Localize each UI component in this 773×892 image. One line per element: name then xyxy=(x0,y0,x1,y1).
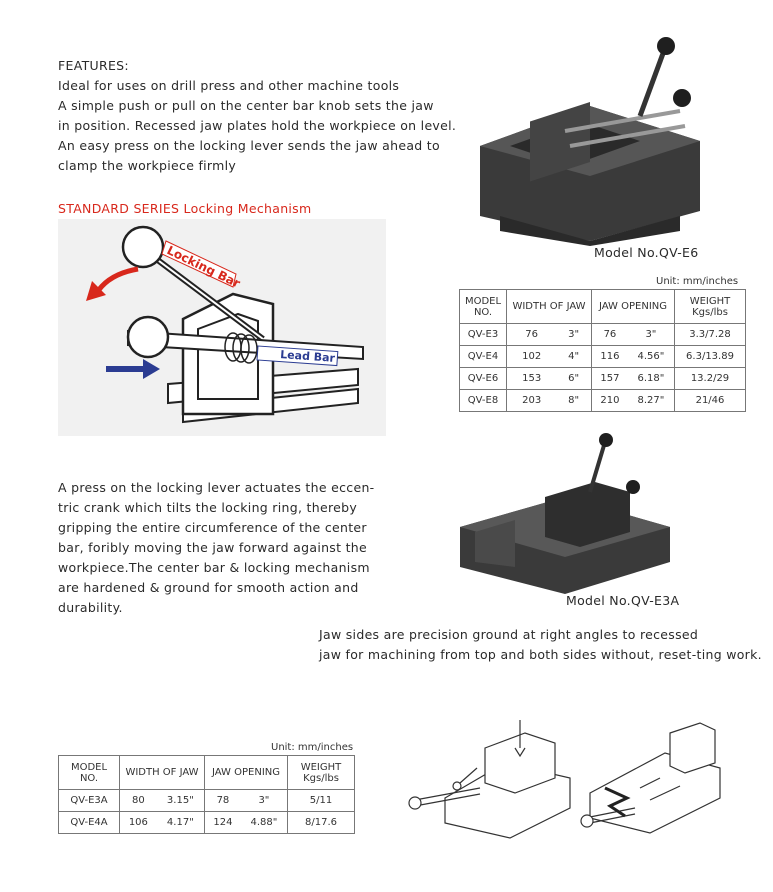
model-e6-caption: Model No.QV-E6 xyxy=(594,245,699,260)
press-description xyxy=(58,478,374,618)
header-width: WIDTH OF JAW xyxy=(120,756,205,790)
mechanism-diagram xyxy=(58,219,386,436)
cell-width-in: 4.17" xyxy=(157,812,205,834)
table-header-row xyxy=(460,290,746,324)
cell-width-mm: 102 xyxy=(507,346,557,368)
cell-width-mm: 203 xyxy=(507,390,557,412)
header-model: MODEL NO. xyxy=(59,756,120,790)
cell-width-mm: 76 xyxy=(507,324,557,346)
model-e3a-caption: Model No.QV-E3A xyxy=(566,593,680,608)
features-line: clamp the workpiece firmly xyxy=(58,158,237,173)
table-row xyxy=(59,812,355,834)
cell-open-in: 6.18" xyxy=(628,368,675,390)
jaw-line: jaw for machining from top and both sides without, reset-ting work. xyxy=(319,647,762,662)
cell-open-mm: 116 xyxy=(592,346,628,368)
features-line: A simple push or pull on the center bar knob sets the jaw xyxy=(58,98,434,113)
cell-open-mm: 76 xyxy=(592,324,628,346)
table2-unit: Unit: mm/inches xyxy=(271,742,354,753)
cell-open-mm: 157 xyxy=(592,368,628,390)
cell-weight: 6.3/13.89 xyxy=(675,346,746,368)
cell-weight: 21/46 xyxy=(675,390,746,412)
press-line: A press on the locking lever actuates the eccen- xyxy=(58,480,375,495)
press-line: workpiece.The center bar & locking mechanism xyxy=(58,560,370,575)
locking-bar-label: Locking Bar xyxy=(164,243,243,291)
jaw-line-drawings xyxy=(405,718,725,843)
features-line: in position. Recessed jaw plates hold the workpiece on level. xyxy=(58,118,457,133)
cell-open-in: 3" xyxy=(628,324,675,346)
cell-width-mm: 80 xyxy=(120,790,157,812)
table-header-row xyxy=(59,756,355,790)
cell-open-mm: 124 xyxy=(205,812,241,834)
spec-table-a-series xyxy=(58,755,355,834)
cell-width-in: 3" xyxy=(556,324,591,346)
press-line: bar, foribly moving the jaw forward against the xyxy=(58,540,368,555)
cell-width-in: 3.15" xyxy=(157,790,205,812)
vise-e3a-image xyxy=(455,432,685,597)
cell-model: QV-E3 xyxy=(460,324,507,346)
header-weight: WEIGHT Kgs/lbs xyxy=(675,290,746,324)
table1-unit: Unit: mm/inches xyxy=(656,276,739,287)
cell-width-mm: 106 xyxy=(120,812,157,834)
cell-open-in: 4.56" xyxy=(628,346,675,368)
header-model: MODEL NO. xyxy=(460,290,507,324)
press-line: durability. xyxy=(58,600,123,615)
cell-open-mm: 210 xyxy=(592,390,628,412)
mechanism-illustration xyxy=(58,219,386,436)
cell-width-in: 4" xyxy=(556,346,591,368)
cell-model: QV-E8 xyxy=(460,390,507,412)
header-opening: JAW OPENING xyxy=(592,290,675,324)
cell-model: QV-E3A xyxy=(59,790,120,812)
press-line: gripping the entire circumference of the center xyxy=(58,520,367,535)
cell-weight: 13.2/29 xyxy=(675,368,746,390)
press-line: tric crank which tilts the locking ring, thereby xyxy=(58,500,358,515)
features-line: Ideal for uses on drill press and other machine tools xyxy=(58,78,400,93)
cell-weight: 3.3/7.28 xyxy=(675,324,746,346)
cell-width-in: 8" xyxy=(556,390,591,412)
cell-weight: 5/11 xyxy=(288,790,355,812)
cell-weight: 8/17.6 xyxy=(288,812,355,834)
jaw-sides-text xyxy=(319,625,762,665)
cell-open-in: 8.27" xyxy=(628,390,675,412)
table-row xyxy=(460,368,746,390)
features-line: An easy press on the locking lever sends the jaw ahead to xyxy=(58,138,440,153)
cell-model: QV-E4A xyxy=(59,812,120,834)
table-row xyxy=(460,346,746,368)
vise-e6-image xyxy=(470,36,740,246)
header-weight: WEIGHT Kgs/lbs xyxy=(288,756,355,790)
mechanism-title: STANDARD SERIES Locking Mechanism xyxy=(58,201,312,216)
table-row xyxy=(460,390,746,412)
spec-table-e-series xyxy=(459,289,746,412)
header-opening: JAW OPENING xyxy=(205,756,288,790)
cell-model: QV-E4 xyxy=(460,346,507,368)
cell-width-in: 6" xyxy=(556,368,591,390)
cell-open-in: 3" xyxy=(241,790,288,812)
table-row xyxy=(59,790,355,812)
features-heading: FEATURES: xyxy=(58,58,129,73)
header-width: WIDTH OF JAW xyxy=(507,290,592,324)
features-text xyxy=(58,56,456,176)
cell-width-mm: 153 xyxy=(507,368,557,390)
cell-model: QV-E6 xyxy=(460,368,507,390)
lead-bar-label: Lead Bar xyxy=(279,348,336,365)
cell-open-in: 4.88" xyxy=(241,812,288,834)
table-row xyxy=(460,324,746,346)
cell-open-mm: 78 xyxy=(205,790,241,812)
jaw-line: Jaw sides are precision ground at right angles to recessed xyxy=(319,627,699,642)
press-line: are hardened & ground for smooth action and xyxy=(58,580,359,595)
